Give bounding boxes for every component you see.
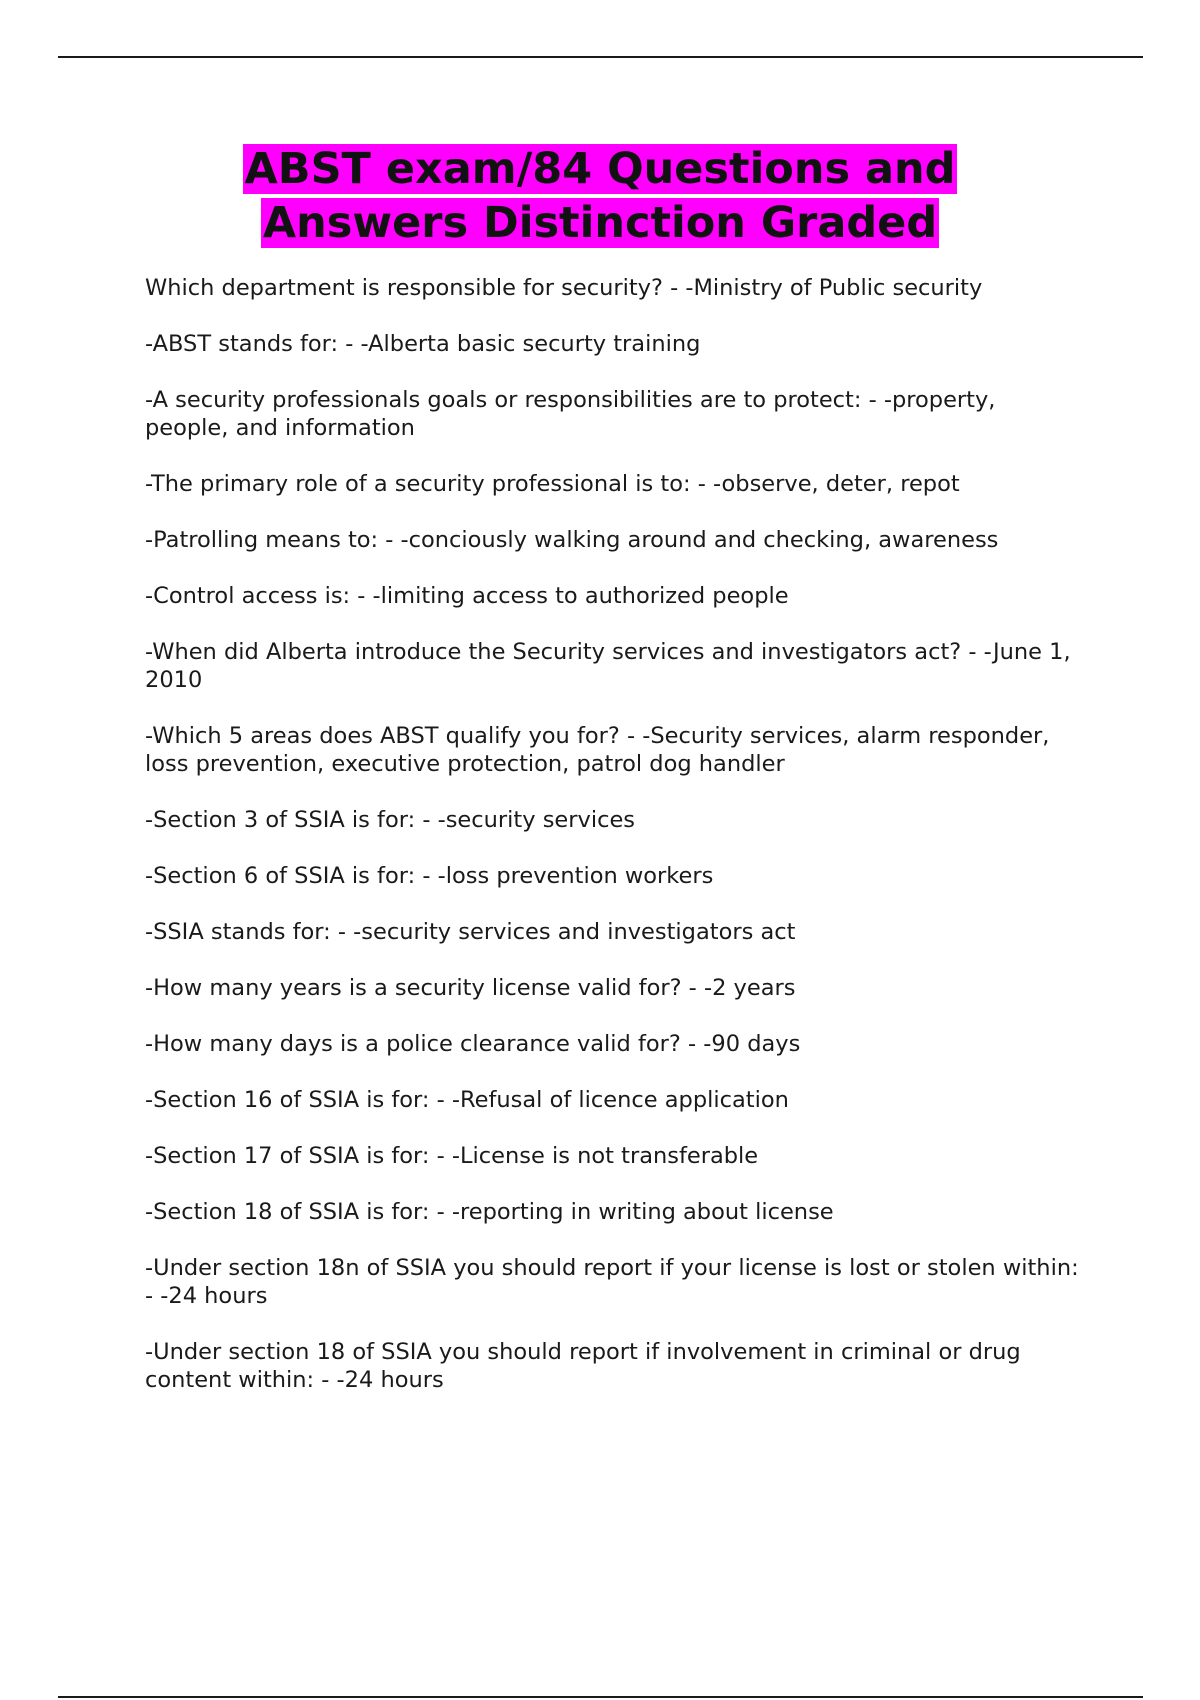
qa-item: -Section 6 of SSIA is for: - -loss prevention workers bbox=[145, 863, 714, 889]
qa-item: -Which 5 areas does ABST qualify you for? - -Security services, alarm responder, loss prevention, executive protection, patrol dog handler bbox=[145, 723, 1050, 777]
qa-item: -Section 3 of SSIA is for: - -security services bbox=[145, 807, 636, 833]
qa-item: -Section 17 of SSIA is for: - -License is not transferable bbox=[145, 1143, 759, 1169]
qa-item: -When did Alberta introduce the Security services and investigators act? - -June 1, 2010 bbox=[145, 639, 1071, 693]
qa-item: -SSIA stands for: - -security services and investigators act bbox=[145, 919, 796, 945]
qa-item: Which department is responsible for security? - -Ministry of Public security bbox=[145, 275, 983, 301]
document-title bbox=[0, 142, 1200, 250]
qa-item: -Patrolling means to: - -conciously walking around and checking, awareness bbox=[145, 527, 999, 553]
qa-item: -Under section 18n of SSIA you should report if your license is lost or stolen within: - -24 hours bbox=[145, 1255, 1079, 1309]
qa-item: -How many days is a police clearance valid for? - -90 days bbox=[145, 1031, 801, 1057]
qa-item: -Section 18 of SSIA is for: - -reporting in writing about license bbox=[145, 1199, 834, 1225]
title-line-2: Answers Distinction Graded bbox=[262, 198, 938, 248]
title-line-1: ABST exam/84 Questions and bbox=[244, 144, 956, 194]
qa-item: -Control access is: - -limiting access to authorized people bbox=[145, 583, 789, 609]
qa-item: -ABST stands for: - -Alberta basic securty training bbox=[145, 331, 701, 357]
qa-item: -A security professionals goals or responsibilities are to protect: - -property, people, and information bbox=[145, 387, 996, 441]
qa-list bbox=[145, 274, 1085, 1422]
qa-item: -The primary role of a security professional is to: - -observe, deter, repot bbox=[145, 471, 960, 497]
qa-item: -Under section 18 of SSIA you should report if involvement in criminal or drug content within: - -24 hours bbox=[145, 1339, 1021, 1393]
qa-item: -How many years is a security license valid for? - -2 years bbox=[145, 975, 796, 1001]
header-rule bbox=[58, 56, 1143, 58]
footer-rule bbox=[58, 1696, 1143, 1698]
qa-item: -Section 16 of SSIA is for: - -Refusal of licence application bbox=[145, 1087, 789, 1113]
